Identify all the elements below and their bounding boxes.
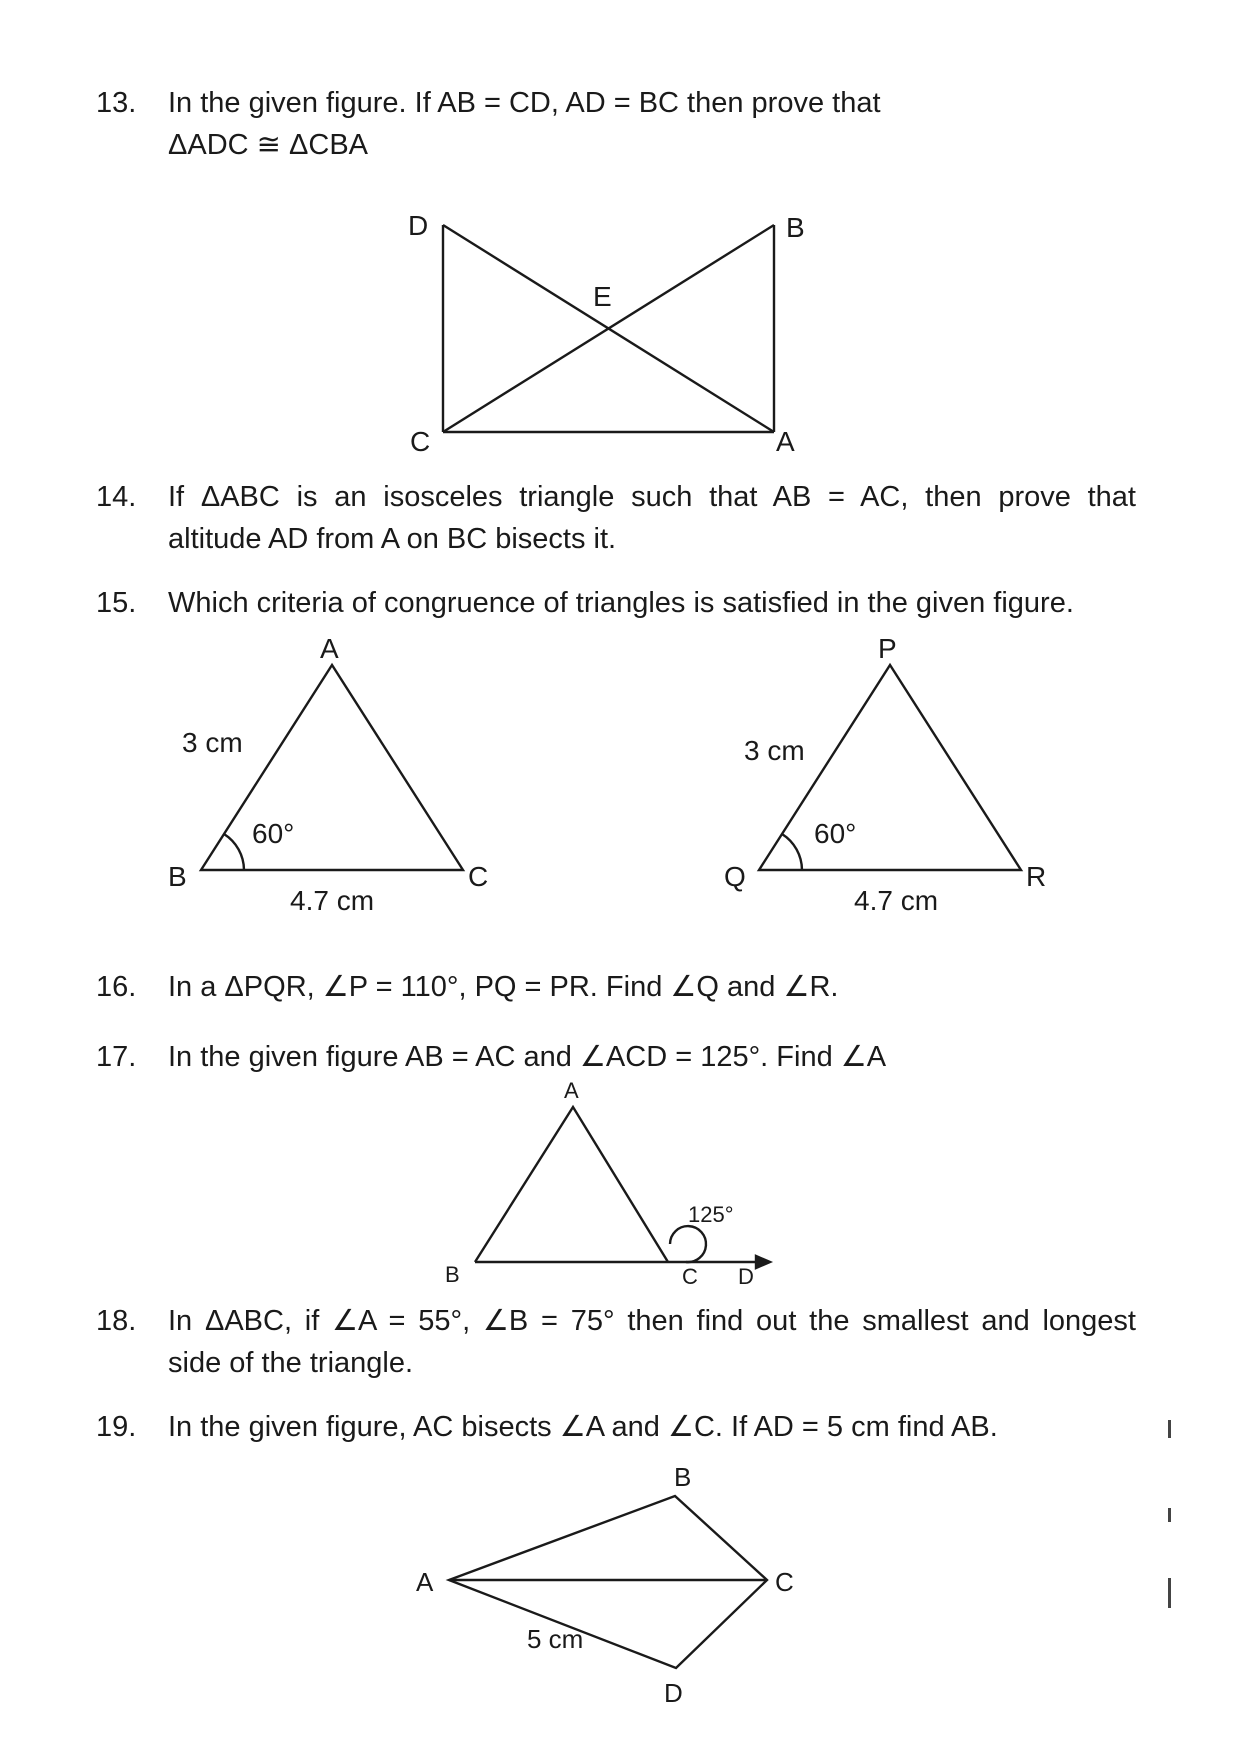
label-side-ab: 3 cm [182, 727, 243, 758]
label-c: C [468, 861, 489, 892]
label-b: B [786, 212, 805, 243]
label-r: R [1026, 861, 1047, 892]
margin-mark [1168, 1508, 1171, 1522]
question-number: 13. [96, 87, 137, 119]
label-angle-q: 60° [814, 818, 857, 849]
label-c: C [682, 1264, 698, 1289]
question-text: In a ΔPQR, ∠P = 110°, PQ = PR. Find ∠Q and ∠R. [168, 971, 839, 1003]
label-b: B [674, 1462, 692, 1492]
question-number: 17. [96, 1041, 137, 1073]
quadrilateral-abcd [449, 1496, 767, 1668]
label-side-bc: 4.7 cm [290, 885, 375, 916]
question-number: 14. [96, 481, 137, 513]
label-c: C [410, 426, 431, 457]
label-side-qr: 4.7 cm [854, 885, 939, 916]
label-d: D [664, 1678, 683, 1708]
label-angle-b: 60° [252, 818, 295, 849]
label-side-pq: 3 cm [744, 735, 805, 766]
margin-mark [1168, 1420, 1171, 1438]
question-text-line2: ΔADC ≅ ΔCBA [168, 129, 369, 161]
question-text: In the given figure. If AB = CD, AD = BC then prove that [168, 87, 881, 119]
label-angle: 125° [688, 1202, 734, 1227]
label-side-ad: 5 cm [527, 1624, 584, 1654]
label-a: A [320, 633, 339, 664]
label-a: A [416, 1567, 434, 1597]
question-number: 18. [96, 1305, 137, 1337]
question-number: 16. [96, 971, 137, 1003]
question-text: In the given figure AB = AC and ∠ACD = 125°. Find ∠A [168, 1041, 887, 1073]
label-b: B [168, 861, 187, 892]
label-c: C [775, 1567, 794, 1597]
margin-mark [1168, 1578, 1171, 1608]
question-text: In ΔABC, if ∠A = 55°, ∠B = 75° then find out the smallest and longest [168, 1305, 1136, 1337]
label-d: D [408, 210, 429, 241]
label-q: Q [724, 861, 746, 892]
question-text: Which criteria of congruence of triangles is satisfied in the given figure. [168, 587, 1074, 619]
question-text-line2: side of the triangle. [168, 1347, 414, 1379]
question-number: 15. [96, 587, 137, 619]
label-d: D [738, 1264, 754, 1289]
label-e: E [593, 281, 612, 312]
label-a: A [776, 426, 795, 457]
label-b: B [445, 1262, 460, 1287]
question-number: 19. [96, 1411, 137, 1443]
question-text-line2: altitude AD from A on BC bisects it. [168, 523, 617, 555]
label-p: P [878, 633, 897, 664]
label-a: A [564, 1078, 579, 1103]
question-text: In the given figure, AC bisects ∠A and ∠C. If AD = 5 cm find AB. [168, 1411, 998, 1443]
question-text: If ΔABC is an isosceles triangle such that AB = AC, then prove that [168, 481, 1136, 513]
